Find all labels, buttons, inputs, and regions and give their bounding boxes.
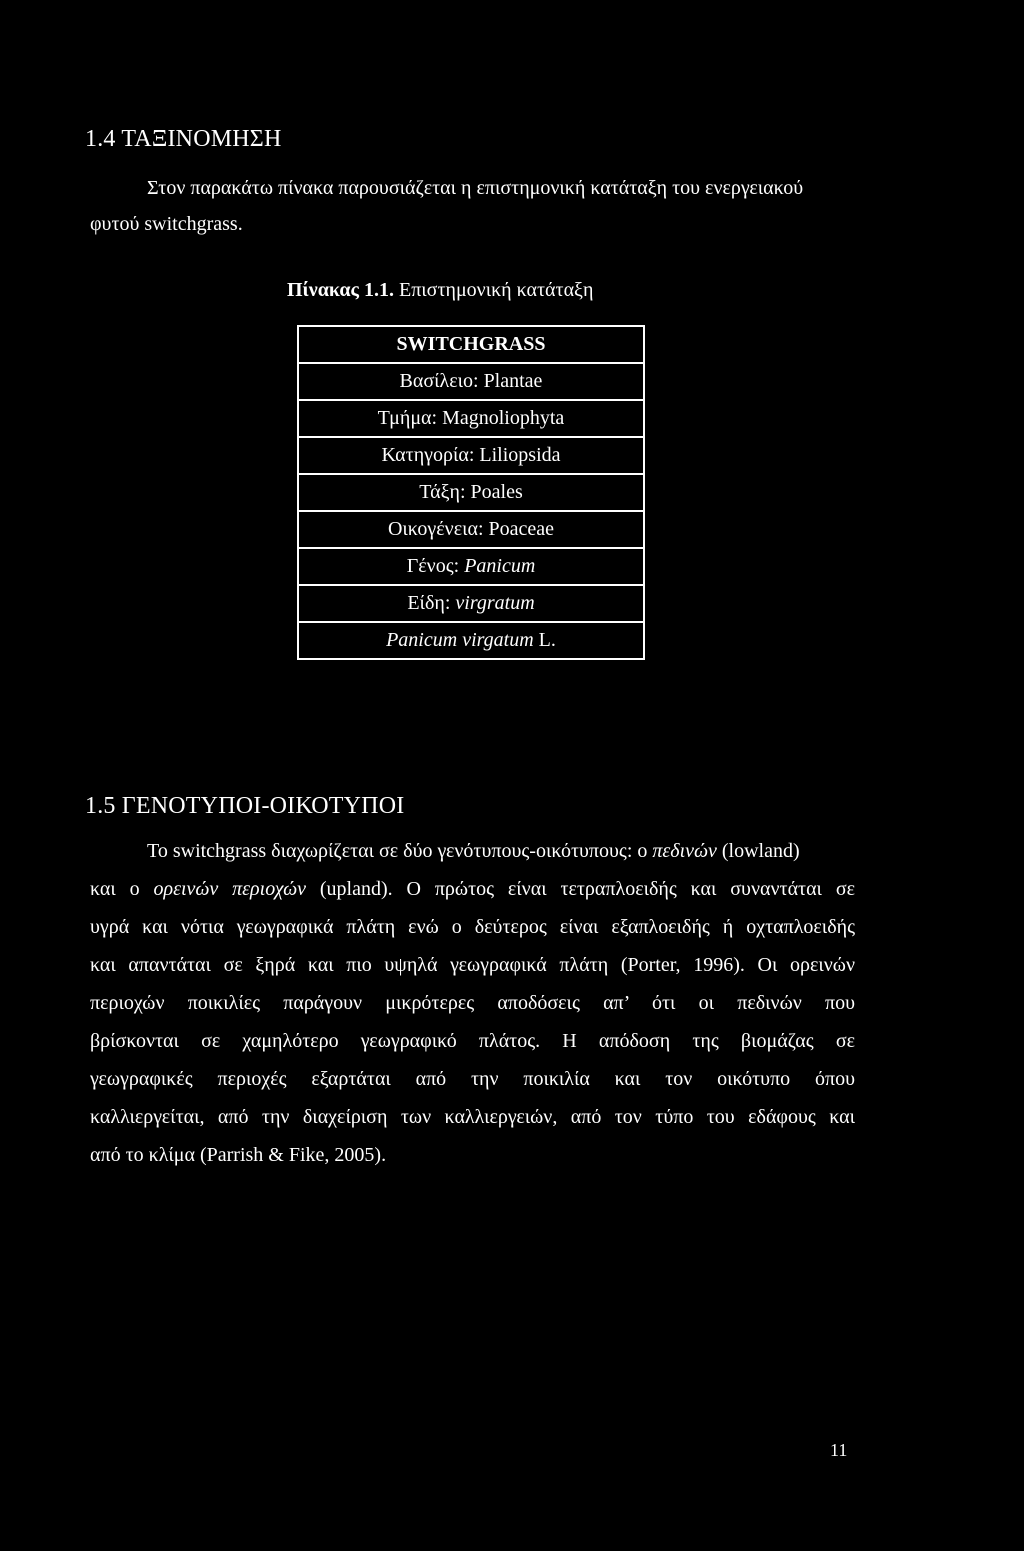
paragraph-line-1 [147,840,800,863]
table-cell-genus [298,548,644,585]
cell-binomial-name: Panicum virgatum [386,629,534,651]
table-cell-family [298,511,644,548]
table-row [298,363,644,400]
cell-label: Γένος: [406,555,465,577]
line1-text-a: Το switchgrass διαχωρίζεται σε δύο γενότυπους-οικότυπους: ο [147,840,653,862]
line2-emphasis: ορεινών περιοχών [153,878,307,900]
cell-value: Magnoliophyta [442,407,565,429]
table-cell-division [298,400,644,437]
table-cell-order [298,474,644,511]
section-heading-genotypes: 1.5 ΓΕΝΟΤΥΠΟΙ-ΟΙΚΟΤΥΠΟΙ [85,793,405,819]
cell-value: Poaceae [488,518,555,540]
line1-emphasis: πεδινών [652,840,717,862]
table-row [298,585,644,622]
table-cell-class [298,437,644,474]
table-row [298,511,644,548]
table-cell-kingdom [298,363,644,400]
cell-label: Βασίλειο: [399,370,484,392]
table-caption [287,279,593,302]
paragraph-line-4: και απαντάται σε ξηρά και πιο υψηλά γεωγραφικά πλάτη (Porter, 1996). Οι ορεινών [90,954,855,976]
table-header-cell: SWITCHGRASS [298,326,644,363]
cell-value: virgratum [455,592,535,614]
table-caption-label: Πίνακας 1.1. [287,279,394,301]
paragraph-line-7: γεωγραφικές περιοχές εξαρτάται από την ποικιλία και τον οικότυπο όπου [90,1068,855,1090]
paragraph-line-5: περιοχών ποικιλίες παράγουν μικρότερες αποδόσεις απ’ ότι οι πεδινών που [90,992,855,1014]
table-row [298,326,644,363]
taxonomy-table [297,325,645,660]
line2-text-a: και ο [90,878,154,900]
table-row [298,400,644,437]
table-row [298,622,644,659]
cell-label: Οικογένεια: [387,518,489,540]
section-heading-taxonomy: 1.4 ΤΑΞΙΝΟΜΗΣΗ [85,126,282,152]
line1-text-b: (lowland) [716,840,800,862]
table-caption-text: Επιστημονική κατάταξη [393,279,594,301]
paragraph-line-2 [90,878,855,901]
table-cell-species [298,585,644,622]
paragraph-line-6: βρίσκονται σε χαμηλότερο γεωγραφικό πλάτος. Η απόδοση της βιομάζας σε [90,1030,855,1052]
table-cell-binomial [298,622,644,659]
cell-value: Liliopsida [479,444,561,466]
paragraph-line-8: καλλιεργείται, από την διαχείριση των καλλιεργειών, από τον τύπο του εδάφους και [90,1106,855,1128]
cell-label: Είδη: [407,592,456,614]
cell-value: Poales [470,481,523,503]
intro-line-2: φυτού switchgrass. [90,213,243,235]
table-row [298,548,644,585]
cell-binomial-author: L. [533,629,556,651]
line2-text-b: (upland). Ο πρώτος είναι τετραπλοειδής και συναντάται σε [306,878,855,900]
table-row [298,474,644,511]
cell-value: Panicum [464,555,536,577]
paragraph-line-9: από το κλίμα (Parrish & Fike, 2005). [90,1144,387,1166]
paragraph-line-3: υγρά και νότια γεωγραφικά πλάτη ενώ ο δεύτερος είναι εξαπλοειδής ή οχταπλοειδής [90,916,855,938]
cell-value: Plantae [483,370,543,392]
intro-line-1: Στον παρακάτω πίνακα παρουσιάζεται η επιστημονική κατάταξη του ενεργειακού [147,177,804,199]
cell-label: Τμήμα: [377,407,443,429]
table-row [298,437,644,474]
cell-label: Τάξη: [419,481,471,503]
page-number: 11 [830,1440,848,1460]
cell-label: Κατηγορία: [381,444,480,466]
